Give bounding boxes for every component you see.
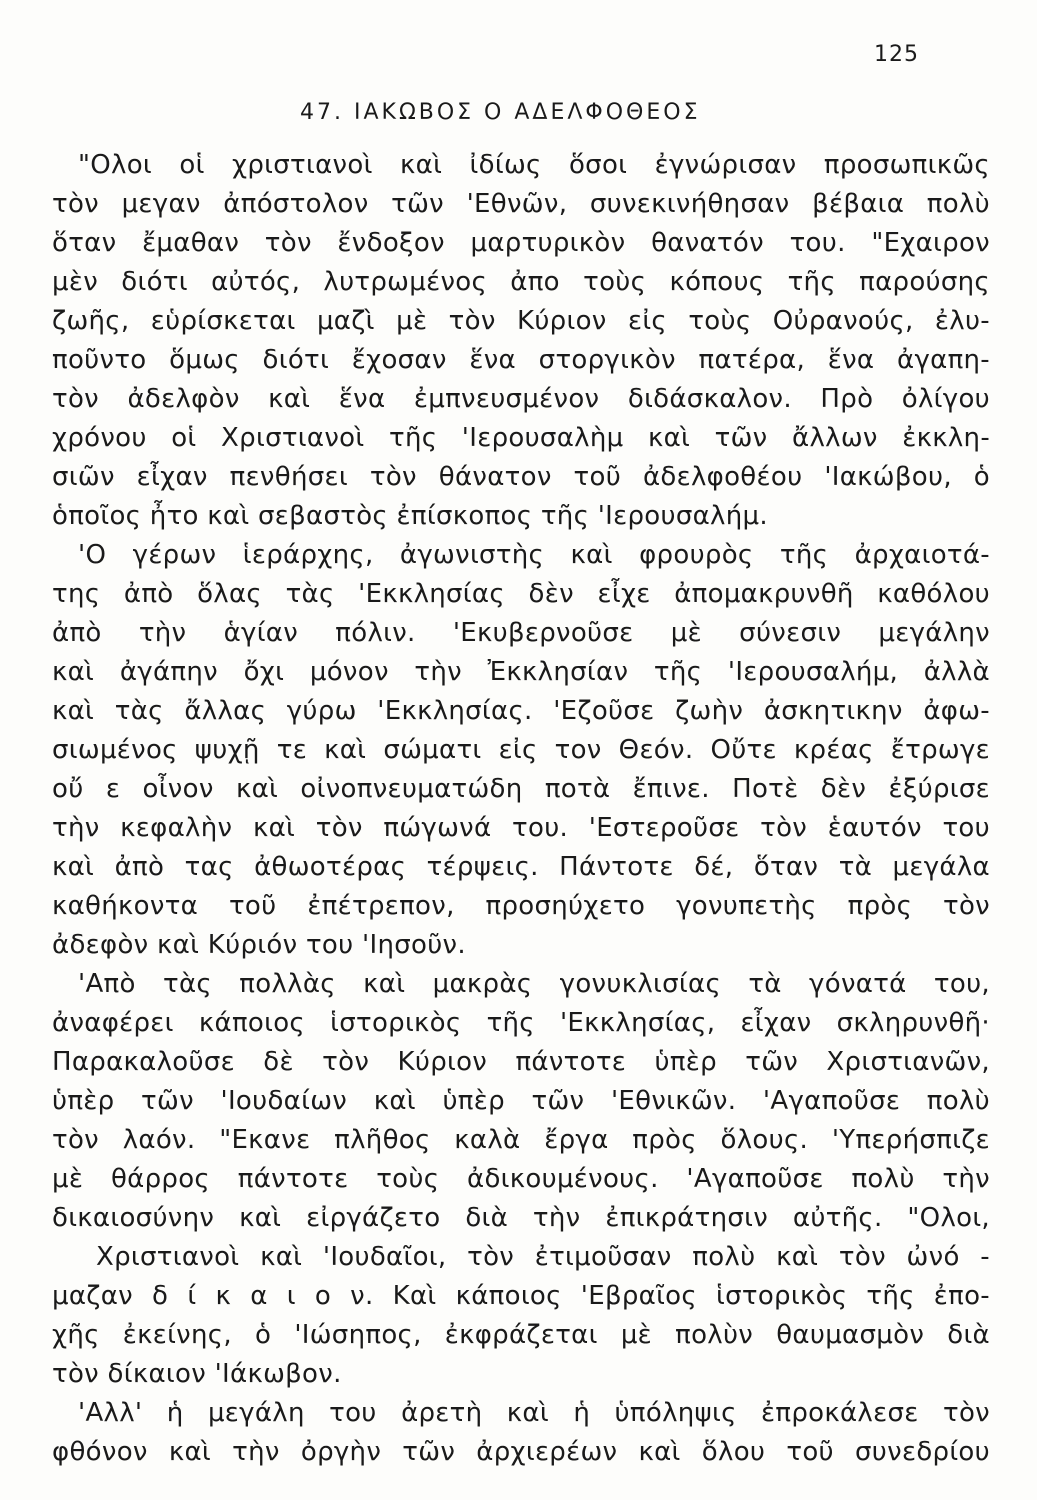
text-line: καὶ ἀγάπην ὄχι μόνον τὴν Ἐκκλησίαν τῆς 'Ιερουσαλήμ, ἀλλὰ [52,657,990,687]
text-line: Παρακαλοῦσε δὲ τὸν Κύριον πάντοτε ὑπὲρ τῶν Χριστιανῶν, [52,1047,990,1077]
text-line: ζωῆς, εὑρίσκεται μαζὶ μὲ τὸν Κύριον εἰς τοὺς Οὐρανούς, ἐλυ- [52,306,990,336]
text-line: ἀπὸ τὴν ἁγίαν πόλιν. 'Εκυβερνοῦσε μὲ σύνεσιν μεγάλην [52,618,990,648]
text-line: μὲ θάρρος πάντοτε τοὺς ἀδικουμένους. 'Αγαποῦσε πολὺ τὴν [52,1164,990,1194]
text-line: της ἀπὸ ὅλας τὰς 'Εκκλησίας δὲν εἶχε ἀπομακρυνθῆ καθόλου [52,579,990,609]
page-number: 125 [874,42,919,67]
text-line: καθήκοντα τοῦ ἐπέτρεπον, προσηύχετο γονυπετὴς πρὸς τὸν [52,891,990,921]
text-line: 'Απὸ τὰς πολλὰς καὶ μακρὰς γονυκλισίας τὰ γόνατά του, [78,969,990,999]
text-line: χρόνου οἱ Χριστιανοὶ τῆς 'Ιερουσαλὴμ καὶ τῶν ἄλλων ἐκκλη- [52,423,990,453]
text-line: οὔ ε οἶνον καὶ οἰνοπνευματώδη ποτὰ ἔπινε. Ποτὲ δὲν ἐξύρισε [52,774,990,804]
text-line: τὴν κεφαλὴν καὶ τὸν πώγωνά του. 'Εστεροῦσε τὸν ἑαυτόν του [52,813,990,843]
text-line: τὸν δίκαιον 'Ιάκωβον. [52,1359,342,1389]
text-line: μαζαν δ ί κ α ι ο ν. Καὶ κάποιος 'Εβραῖος ἱστορικὸς τῆς ἐπο- [52,1281,990,1311]
text-line: φθόνον καὶ τὴν ὀργὴν τῶν ἀρχιερέων καὶ ὅλου τοῦ συνεδρίου [52,1437,990,1467]
text-line: τὸν λαόν. "Εκανε πλῆθος καλὰ ἔργα πρὸς ὅλους. 'Υπερήσπιζε [52,1125,990,1155]
text-line: ὅταν ἔμαθαν τὸν ἔνδοξον μαρτυρικὸν θανατόν του. "Εχαιρον [52,228,990,258]
text-line: σιωμένος ψυχῇ τε καὶ σώματι εἰς τον Θεόν. Οὔτε κρέας ἔτρωγε [52,735,990,765]
text-line: μὲν διότι αὐτός, λυτρωμένος ἀπο τοὺς κόπους τῆς παρούσης [52,267,990,297]
body-text [52,146,990,1472]
text-line: δικαιοσύνην καὶ εἰργάζετο διὰ τὴν ἐπικράτησιν αὐτῆς. "Ολοι, [52,1203,990,1233]
text-line: σιῶν εἶχαν πενθήσει τὸν θάνατον τοῦ ἀδελφοθέου 'Ιακώβου, ὁ [52,462,990,492]
text-line: ὑπὲρ τῶν 'Ιουδαίων καὶ ὑπὲρ τῶν 'Εθνικῶν. 'Αγαποῦσε πολὺ [52,1086,990,1116]
text-line: ἀδεφὸν καὶ Κύριόν του 'Ιησοῦν. [52,930,466,960]
text-line: 'Ο γέρων ἱεράρχης, ἀγωνιστὴς καὶ φρουρὸς τῆς ἀρχαιοτά- [78,540,990,570]
text-line: ἀναφέρει κάποιος ἱστορικὸς τῆς 'Εκκλησίας, εἶχαν σκληρυνθῆ· [52,1008,990,1038]
text-line: 'Αλλ' ἡ μεγάλη του ἀρετὴ καὶ ἡ ὑπόληψις ἐπροκάλεσε τὸν [78,1398,990,1428]
text-line: Χριστιανοὶ καὶ 'Ιουδαῖοι, τὸν ἐτιμοῦσαν πολὺ καὶ τὸν ὠνό - [96,1242,990,1272]
text-line: τὸν ἀδελφὸν καὶ ἕνα ἐμπνευσμένον διδάσκαλον. Πρὸ ὀλίγου [52,384,990,414]
chapter-title: 47. ΙΑΚΩΒΟΣ Ο ΑΔΕΛΦΟΘΕΟΣ [300,100,701,125]
text-line: ὁποῖος ἦτο καὶ σεβαστὸς ἐπίσκοπος τῆς 'Ιερουσαλήμ. [52,501,768,531]
text-line: χῆς ἐκείνης, ὁ 'Ιώσηπος, ἐκφράζεται μὲ πολὺν θαυμασμὸν διὰ [52,1320,990,1350]
text-line: ποῦντο ὅμως διότι ἔχοσαν ἕνα στοργικὸν πατέρα, ἕνα ἀγαπη- [52,345,990,375]
text-line: καὶ τὰς ἄλλας γύρω 'Εκκλησίας. 'Εζοῦσε ζωὴν ἀσκητικην ἀφω- [52,696,990,726]
text-line: τὸν μεγαν ἀπόστολον τῶν 'Εθνῶν, συνεκινήθησαν βέβαια πολὺ [52,189,990,219]
text-line: καὶ ἀπὸ τας ἀθωοτέρας τέρψεις. Πάντοτε δέ, ὅταν τὰ μεγάλα [52,852,990,882]
text-line: "Ολοι οἱ χριστιανοὶ καὶ ἰδίως ὅσοι ἐγνώρισαν προσωπικῶς [78,150,990,180]
